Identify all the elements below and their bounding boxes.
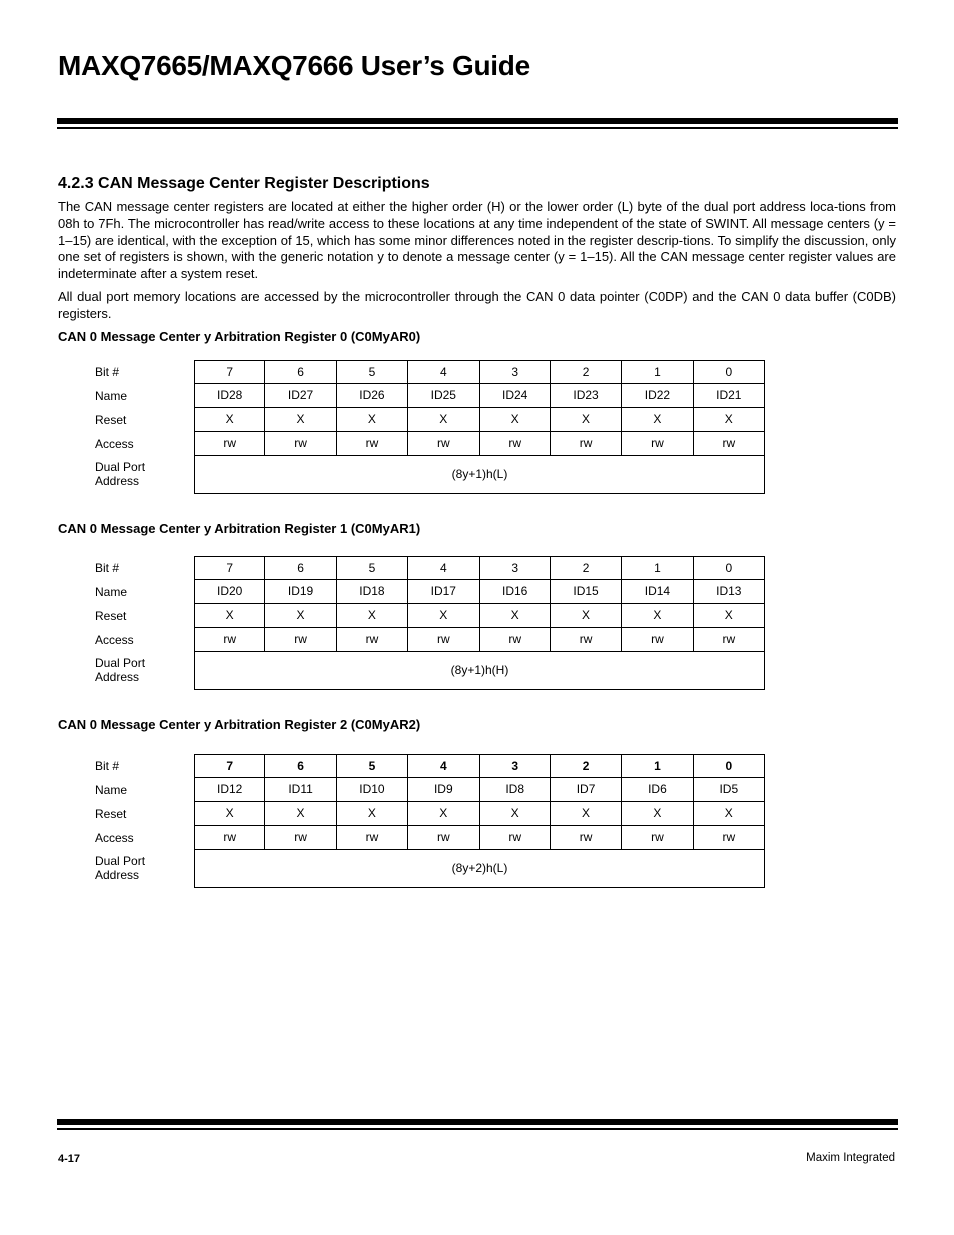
reset-cell: X: [480, 408, 551, 432]
reset-row-label: Reset: [95, 807, 127, 821]
bit-cell: 7: [194, 360, 265, 384]
bit-cell: 2: [551, 754, 622, 778]
access-row: [95, 432, 765, 456]
access-cell: rw: [265, 432, 336, 456]
bit-cell: 5: [337, 754, 408, 778]
bits-cells: [194, 360, 765, 384]
name-cell: ID20: [194, 580, 265, 604]
address-row: [95, 850, 765, 888]
reset-cell: X: [694, 802, 765, 826]
access-cell: rw: [694, 628, 765, 652]
access-cell: rw: [622, 628, 693, 652]
reset-cell: X: [480, 604, 551, 628]
name-cell: ID23: [551, 384, 622, 408]
access-cell: rw: [694, 432, 765, 456]
bit-cell: 0: [694, 360, 765, 384]
address-cell: (8y+1)h(L): [194, 456, 765, 494]
access-cell: rw: [337, 826, 408, 850]
bit-cell: 3: [480, 754, 551, 778]
address-row-label: [95, 456, 194, 494]
register-heading: CAN 0 Message Center y Arbitration Register 2 (C0MyAR2): [58, 717, 421, 732]
bit-cell: 7: [194, 754, 265, 778]
access-cells: [194, 432, 765, 456]
access-cell: rw: [408, 628, 479, 652]
bit-cell: 5: [337, 556, 408, 580]
reset-cell: X: [551, 408, 622, 432]
reset-cell: X: [408, 604, 479, 628]
bit-cell: 2: [551, 556, 622, 580]
header-rule-thin: [57, 127, 898, 129]
bit-cell: 4: [408, 556, 479, 580]
bit-cell: 1: [622, 754, 693, 778]
access-row-label: Access: [95, 633, 134, 647]
reset-cell: X: [480, 802, 551, 826]
access-row: [95, 628, 765, 652]
reset-cells: [194, 802, 765, 826]
name-cell: ID5: [694, 778, 765, 802]
address-label-line1: Dual Port: [95, 460, 146, 474]
footer-rule-thin: [57, 1128, 898, 1130]
address-label-line2: Address: [95, 474, 140, 488]
name-cell: ID22: [622, 384, 693, 408]
access-cell: rw: [194, 826, 265, 850]
reset-cell: X: [194, 408, 265, 432]
reset-cell: X: [694, 604, 765, 628]
register-table: [95, 754, 765, 888]
name-cell: ID16: [480, 580, 551, 604]
names-row: [95, 384, 765, 408]
name-cell: ID10: [337, 778, 408, 802]
reset-cell: X: [622, 408, 693, 432]
reset-row: [95, 604, 765, 628]
bit-cell: 6: [265, 556, 336, 580]
register-table: [95, 556, 765, 690]
reset-cell: X: [622, 604, 693, 628]
reset-row: [95, 802, 765, 826]
address-cell: (8y+1)h(H): [194, 652, 765, 690]
address-row-label: [95, 850, 194, 888]
access-row: [95, 826, 765, 850]
access-cell: rw: [337, 432, 408, 456]
address-row-label: [95, 652, 194, 690]
bit-cell: 7: [194, 556, 265, 580]
footer-brand: Maxim Integrated: [806, 1152, 895, 1164]
bit-cell: 3: [480, 360, 551, 384]
page-number: 4-17: [58, 1153, 81, 1165]
register-table: [95, 360, 765, 494]
name-cell: ID17: [408, 580, 479, 604]
access-cell: rw: [551, 432, 622, 456]
address-cell: (8y+2)h(L): [194, 850, 765, 888]
address-label-line1: Dual Port: [95, 656, 146, 670]
bits-row: [95, 754, 765, 778]
reset-cell: X: [265, 408, 336, 432]
name-cell: ID27: [265, 384, 336, 408]
reset-cell: X: [194, 802, 265, 826]
reset-cell: X: [337, 802, 408, 826]
bit-cell: 0: [694, 556, 765, 580]
names-cells: [194, 580, 765, 604]
register-heading: CAN 0 Message Center y Arbitration Register 0 (C0MyAR0): [58, 329, 421, 344]
name-cell: ID26: [337, 384, 408, 408]
names-row-label: Name: [95, 783, 128, 797]
names-row: [95, 580, 765, 604]
access-cell: rw: [551, 826, 622, 850]
reset-row-label: Reset: [95, 609, 127, 623]
name-cell: ID21: [694, 384, 765, 408]
access-cells: [194, 628, 765, 652]
names-cells: [194, 778, 765, 802]
reset-cells: [194, 604, 765, 628]
body-paragraph-1: The CAN message center registers are located at either the higher order (H) or the lower order (L) byte of the dual port address loca-tions from 08h to 7Fh. The microcontroller has read/write access to these locations at any time independent of the state of SWINT. All message centers (y = 1–15) are identical, with the exception of 15, which has some minor differences noted in the register descrip-tions. To simplify the discussion, only one set of registers is shown, with the generic notation y to denote a message center (y = 1–15). All the CAN message center register values are indeterminate after a system reset.: [58, 199, 896, 282]
bit-cell: 3: [480, 556, 551, 580]
reset-cell: X: [694, 408, 765, 432]
access-row-label: Access: [95, 831, 134, 845]
name-cell: ID14: [622, 580, 693, 604]
reset-cell: X: [551, 802, 622, 826]
access-cell: rw: [480, 628, 551, 652]
access-cell: rw: [265, 628, 336, 652]
access-cell: rw: [408, 826, 479, 850]
name-cell: ID9: [408, 778, 479, 802]
bit-cell: 1: [622, 556, 693, 580]
access-cell: rw: [480, 432, 551, 456]
bit-cell: 5: [337, 360, 408, 384]
access-cell: rw: [337, 628, 408, 652]
names-row: [95, 778, 765, 802]
reset-cell: X: [337, 408, 408, 432]
name-cell: ID24: [480, 384, 551, 408]
reset-cell: X: [408, 408, 479, 432]
reset-cell: X: [194, 604, 265, 628]
name-cell: ID28: [194, 384, 265, 408]
bits-row: [95, 556, 765, 580]
access-cells: [194, 826, 765, 850]
bits-row-label: Bit #: [95, 759, 120, 773]
bits-cells: [194, 754, 765, 778]
register-heading: CAN 0 Message Center y Arbitration Register 1 (C0MyAR1): [58, 521, 421, 536]
reset-cell: X: [622, 802, 693, 826]
reset-cell: X: [265, 802, 336, 826]
reset-cells: [194, 408, 765, 432]
document-title: MAXQ7665/MAXQ7666 User’s Guide: [58, 50, 530, 81]
bit-cell: 1: [622, 360, 693, 384]
footer-rule-thick: [57, 1119, 898, 1125]
name-cell: ID15: [551, 580, 622, 604]
reset-cell: X: [265, 604, 336, 628]
access-cell: rw: [694, 826, 765, 850]
access-cell: rw: [194, 628, 265, 652]
name-cell: ID8: [480, 778, 551, 802]
name-cell: ID12: [194, 778, 265, 802]
name-cell: ID11: [265, 778, 336, 802]
bits-row-label: Bit #: [95, 561, 120, 575]
access-row-label: Access: [95, 437, 134, 451]
access-cell: rw: [408, 432, 479, 456]
name-cell: ID18: [337, 580, 408, 604]
reset-row: [95, 408, 765, 432]
body-paragraph-2: All dual port memory locations are accessed by the microcontroller through the CAN 0 data pointer (C0DP) and the CAN 0 data buffer (C0DB) registers.: [58, 289, 896, 321]
bit-cell: 2: [551, 360, 622, 384]
bit-cell: 6: [265, 754, 336, 778]
names-row-label: Name: [95, 585, 128, 599]
reset-cell: X: [408, 802, 479, 826]
name-cell: ID25: [408, 384, 479, 408]
access-cell: rw: [265, 826, 336, 850]
reset-cell: X: [551, 604, 622, 628]
bits-cells: [194, 556, 765, 580]
access-cell: rw: [480, 826, 551, 850]
bits-row-label: Bit #: [95, 365, 120, 379]
access-cell: rw: [194, 432, 265, 456]
address-row: [95, 652, 765, 690]
address-row: [95, 456, 765, 494]
access-cell: rw: [551, 628, 622, 652]
names-row-label: Name: [95, 389, 128, 403]
header-rule-thick: [57, 118, 898, 124]
bits-row: [95, 360, 765, 384]
bit-cell: 6: [265, 360, 336, 384]
section-heading: 4.2.3 CAN Message Center Register Descriptions: [58, 175, 430, 192]
names-cells: [194, 384, 765, 408]
access-cell: rw: [622, 432, 693, 456]
address-label-line2: Address: [95, 868, 140, 882]
bit-cell: 4: [408, 360, 479, 384]
name-cell: ID7: [551, 778, 622, 802]
name-cell: ID13: [694, 580, 765, 604]
bit-cell: 4: [408, 754, 479, 778]
reset-row-label: Reset: [95, 413, 127, 427]
bit-cell: 0: [694, 754, 765, 778]
name-cell: ID6: [622, 778, 693, 802]
address-label-line1: Dual Port: [95, 854, 146, 868]
access-cell: rw: [622, 826, 693, 850]
name-cell: ID19: [265, 580, 336, 604]
reset-cell: X: [337, 604, 408, 628]
address-label-line2: Address: [95, 670, 140, 684]
